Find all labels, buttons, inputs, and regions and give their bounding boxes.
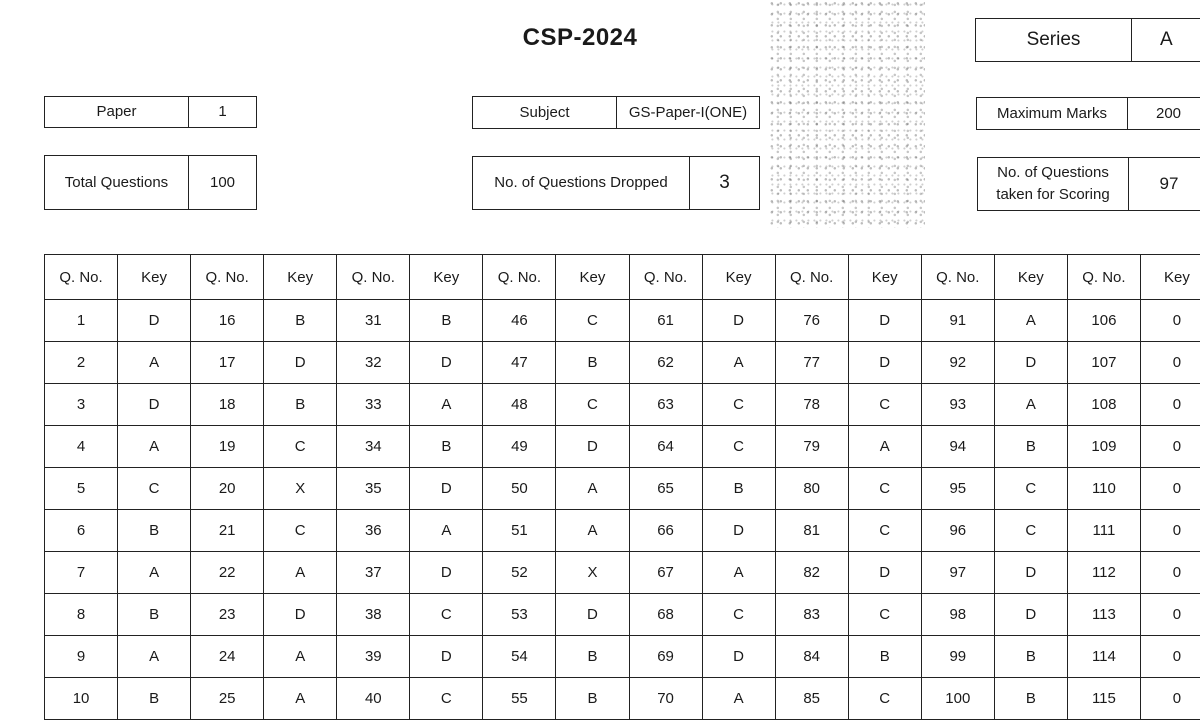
answer-key-cell: A (994, 300, 1067, 342)
answer-key-cell: C (410, 678, 483, 720)
question-number-cell: 33 (337, 384, 410, 426)
question-number-cell: 20 (191, 468, 264, 510)
header-key: Key (848, 255, 921, 300)
answer-key-cell: B (848, 636, 921, 678)
table-row (45, 552, 1200, 594)
question-number-cell: 4 (45, 426, 118, 468)
question-number-cell: 23 (191, 594, 264, 636)
question-number-cell: 77 (775, 342, 848, 384)
question-number-cell: 7 (45, 552, 118, 594)
question-number-cell: 67 (629, 552, 702, 594)
answer-key-cell: A (410, 510, 483, 552)
question-number-cell: 61 (629, 300, 702, 342)
question-number-cell: 68 (629, 594, 702, 636)
answer-key-cell: C (702, 384, 775, 426)
header-qno: Q. No. (191, 255, 264, 300)
question-number-cell: 3 (45, 384, 118, 426)
question-number-cell: 22 (191, 552, 264, 594)
paper-value: 1 (188, 97, 256, 127)
header-qno: Q. No. (337, 255, 410, 300)
header-qno: Q. No. (483, 255, 556, 300)
answer-key-cell: B (994, 678, 1067, 720)
scoring-box (977, 157, 1200, 211)
answer-key-cell: B (118, 678, 191, 720)
answer-key-cell: A (118, 342, 191, 384)
table-row (45, 468, 1200, 510)
question-number-cell: 62 (629, 342, 702, 384)
answer-key-cell: A (702, 678, 775, 720)
answer-key-cell: 0 (1140, 636, 1200, 678)
answer-key-cell: C (994, 510, 1067, 552)
question-number-cell: 38 (337, 594, 410, 636)
question-number-cell: 46 (483, 300, 556, 342)
subject-label: Subject (519, 103, 570, 121)
header-key: Key (264, 255, 337, 300)
answer-key-cell: A (556, 510, 629, 552)
question-number-cell: 49 (483, 426, 556, 468)
question-number-cell: 32 (337, 342, 410, 384)
answer-key-cell: B (264, 384, 337, 426)
question-number-cell: 31 (337, 300, 410, 342)
total-questions-box (44, 155, 257, 210)
answer-key-cell: A (994, 384, 1067, 426)
answer-key-cell: D (702, 510, 775, 552)
question-number-cell: 110 (1067, 468, 1140, 510)
question-number-cell: 53 (483, 594, 556, 636)
answer-key-cell: C (118, 468, 191, 510)
question-number-cell: 51 (483, 510, 556, 552)
question-number-cell: 76 (775, 300, 848, 342)
answer-key-cell: 0 (1140, 468, 1200, 510)
answer-key-cell: A (556, 468, 629, 510)
question-number-cell: 83 (775, 594, 848, 636)
answer-key-cell: B (994, 636, 1067, 678)
answer-key-cell: C (702, 426, 775, 468)
question-number-cell: 107 (1067, 342, 1140, 384)
answer-key-cell: A (264, 678, 337, 720)
answer-key-cell: 0 (1140, 300, 1200, 342)
answer-key-cell: 0 (1140, 678, 1200, 720)
answer-key-cell: X (556, 552, 629, 594)
answer-key-cell: C (848, 384, 921, 426)
answer-key-cell: 0 (1140, 594, 1200, 636)
answer-key-cell: C (264, 510, 337, 552)
question-number-cell: 64 (629, 426, 702, 468)
question-number-cell: 34 (337, 426, 410, 468)
question-number-cell: 113 (1067, 594, 1140, 636)
answer-key-cell: D (994, 552, 1067, 594)
question-number-cell: 36 (337, 510, 410, 552)
question-number-cell: 6 (45, 510, 118, 552)
question-number-cell: 115 (1067, 678, 1140, 720)
question-number-cell: 70 (629, 678, 702, 720)
answer-key-cell: A (702, 552, 775, 594)
question-number-cell: 80 (775, 468, 848, 510)
header-key: Key (410, 255, 483, 300)
question-number-cell: 18 (191, 384, 264, 426)
header-key: Key (994, 255, 1067, 300)
question-number-cell: 5 (45, 468, 118, 510)
answer-key-cell: B (702, 468, 775, 510)
question-number-cell: 40 (337, 678, 410, 720)
question-number-cell: 111 (1067, 510, 1140, 552)
answer-key-cell: D (702, 300, 775, 342)
answer-key-cell: B (556, 342, 629, 384)
question-number-cell: 97 (921, 552, 994, 594)
answer-key-cell: C (848, 468, 921, 510)
question-number-cell: 2 (45, 342, 118, 384)
answer-key-cell: D (410, 468, 483, 510)
answer-key-cell: D (410, 552, 483, 594)
max-marks-value: 200 (1127, 98, 1200, 129)
question-number-cell: 106 (1067, 300, 1140, 342)
answer-key-cell: D (410, 636, 483, 678)
question-number-cell: 100 (921, 678, 994, 720)
paper-box (44, 96, 257, 128)
header-qno: Q. No. (45, 255, 118, 300)
question-number-cell: 81 (775, 510, 848, 552)
question-number-cell: 95 (921, 468, 994, 510)
header-qno: Q. No. (629, 255, 702, 300)
question-number-cell: 84 (775, 636, 848, 678)
answer-key-cell: A (410, 384, 483, 426)
header-qno: Q. No. (1067, 255, 1140, 300)
max-marks-box (976, 97, 1200, 130)
answer-key-cell: D (702, 636, 775, 678)
dropped-box (472, 156, 760, 210)
question-number-cell: 37 (337, 552, 410, 594)
answer-key-cell: B (118, 510, 191, 552)
question-number-cell: 109 (1067, 426, 1140, 468)
question-number-cell: 50 (483, 468, 556, 510)
answer-key-cell: D (410, 342, 483, 384)
question-number-cell: 52 (483, 552, 556, 594)
table-row (45, 426, 1200, 468)
question-number-cell: 79 (775, 426, 848, 468)
dropped-value: 3 (689, 157, 759, 209)
question-number-cell: 69 (629, 636, 702, 678)
answer-key-cell: A (702, 342, 775, 384)
answer-key-cell: D (994, 594, 1067, 636)
header-key: Key (702, 255, 775, 300)
answer-key-cell: B (264, 300, 337, 342)
answer-key-cell: B (994, 426, 1067, 468)
table-row (45, 384, 1200, 426)
answer-key-cell: C (702, 594, 775, 636)
question-number-cell: 63 (629, 384, 702, 426)
answer-key-cell: A (848, 426, 921, 468)
question-number-cell: 19 (191, 426, 264, 468)
answer-key-cell: B (118, 594, 191, 636)
answer-key-cell: 0 (1140, 384, 1200, 426)
question-number-cell: 85 (775, 678, 848, 720)
answer-key-cell: C (994, 468, 1067, 510)
series-label: Series (1026, 29, 1081, 51)
answer-key-cell: A (118, 426, 191, 468)
question-number-cell: 55 (483, 678, 556, 720)
answer-key-cell: C (410, 594, 483, 636)
answer-key-cell: D (118, 384, 191, 426)
answer-key-cell: A (264, 636, 337, 678)
question-number-cell: 78 (775, 384, 848, 426)
header-key: Key (556, 255, 629, 300)
answer-key-cell: A (264, 552, 337, 594)
question-number-cell: 91 (921, 300, 994, 342)
answer-key-cell: D (848, 342, 921, 384)
answer-key-cell: A (118, 552, 191, 594)
question-number-cell: 35 (337, 468, 410, 510)
question-number-cell: 8 (45, 594, 118, 636)
question-number-cell: 66 (629, 510, 702, 552)
question-number-cell: 16 (191, 300, 264, 342)
question-number-cell: 96 (921, 510, 994, 552)
table-row (45, 636, 1200, 678)
header-qno: Q. No. (775, 255, 848, 300)
answer-key-cell: 0 (1140, 552, 1200, 594)
table-row (45, 678, 1200, 720)
question-number-cell: 99 (921, 636, 994, 678)
question-number-cell: 112 (1067, 552, 1140, 594)
question-number-cell: 93 (921, 384, 994, 426)
total-questions-label: Total Questions (64, 173, 169, 191)
series-value: A (1131, 19, 1200, 61)
header-key: Key (118, 255, 191, 300)
answer-key-cell: D (264, 594, 337, 636)
answer-key-cell: X (264, 468, 337, 510)
question-number-cell: 48 (483, 384, 556, 426)
scribble-stamp (770, 0, 925, 228)
table-header-row (45, 255, 1200, 300)
header-key: Key (1140, 255, 1200, 300)
answer-key-cell: D (556, 594, 629, 636)
question-number-cell: 98 (921, 594, 994, 636)
question-number-cell: 92 (921, 342, 994, 384)
answer-key-cell: C (848, 678, 921, 720)
max-marks-label: Maximum Marks (996, 104, 1107, 122)
answer-key-table (44, 254, 1200, 720)
answer-key-cell: C (264, 426, 337, 468)
total-questions-value: 100 (188, 156, 256, 209)
question-number-cell: 94 (921, 426, 994, 468)
answer-key-cell: D (556, 426, 629, 468)
answer-key-cell: 0 (1140, 510, 1200, 552)
question-number-cell: 10 (45, 678, 118, 720)
answer-key-cell: D (848, 300, 921, 342)
question-number-cell: 17 (191, 342, 264, 384)
answer-key-cell: D (264, 342, 337, 384)
answer-key-cell: D (848, 552, 921, 594)
answer-key-cell: 0 (1140, 342, 1200, 384)
question-number-cell: 54 (483, 636, 556, 678)
answer-key-cell: B (410, 426, 483, 468)
question-number-cell: 47 (483, 342, 556, 384)
table-row (45, 594, 1200, 636)
answer-key-cell: C (556, 384, 629, 426)
answer-key-cell: C (848, 510, 921, 552)
paper-label: Paper (96, 103, 137, 121)
table-row (45, 510, 1200, 552)
subject-value: GS-Paper-I(ONE) (616, 97, 759, 128)
answer-key-cell: 0 (1140, 426, 1200, 468)
question-number-cell: 108 (1067, 384, 1140, 426)
series-box (975, 18, 1200, 62)
scoring-label: No. of Questions taken for Scoring (996, 164, 1110, 203)
question-number-cell: 39 (337, 636, 410, 678)
answer-key-cell: A (118, 636, 191, 678)
answer-key-cell: C (556, 300, 629, 342)
answer-key-cell: B (410, 300, 483, 342)
dropped-label: No. of Questions Dropped (494, 174, 668, 192)
question-number-cell: 114 (1067, 636, 1140, 678)
document-title: CSP-2024 (522, 24, 638, 51)
subject-box (472, 96, 760, 129)
scoring-value: 97 (1128, 158, 1200, 210)
header-qno: Q. No. (921, 255, 994, 300)
table-row (45, 300, 1200, 342)
question-number-cell: 9 (45, 636, 118, 678)
question-number-cell: 21 (191, 510, 264, 552)
answer-key-cell: D (118, 300, 191, 342)
question-number-cell: 1 (45, 300, 118, 342)
answer-key-cell: B (556, 678, 629, 720)
question-number-cell: 25 (191, 678, 264, 720)
answer-key-cell: B (556, 636, 629, 678)
answer-key-cell: C (848, 594, 921, 636)
question-number-cell: 24 (191, 636, 264, 678)
question-number-cell: 82 (775, 552, 848, 594)
answer-key-cell: D (994, 342, 1067, 384)
question-number-cell: 65 (629, 468, 702, 510)
table-row (45, 342, 1200, 384)
